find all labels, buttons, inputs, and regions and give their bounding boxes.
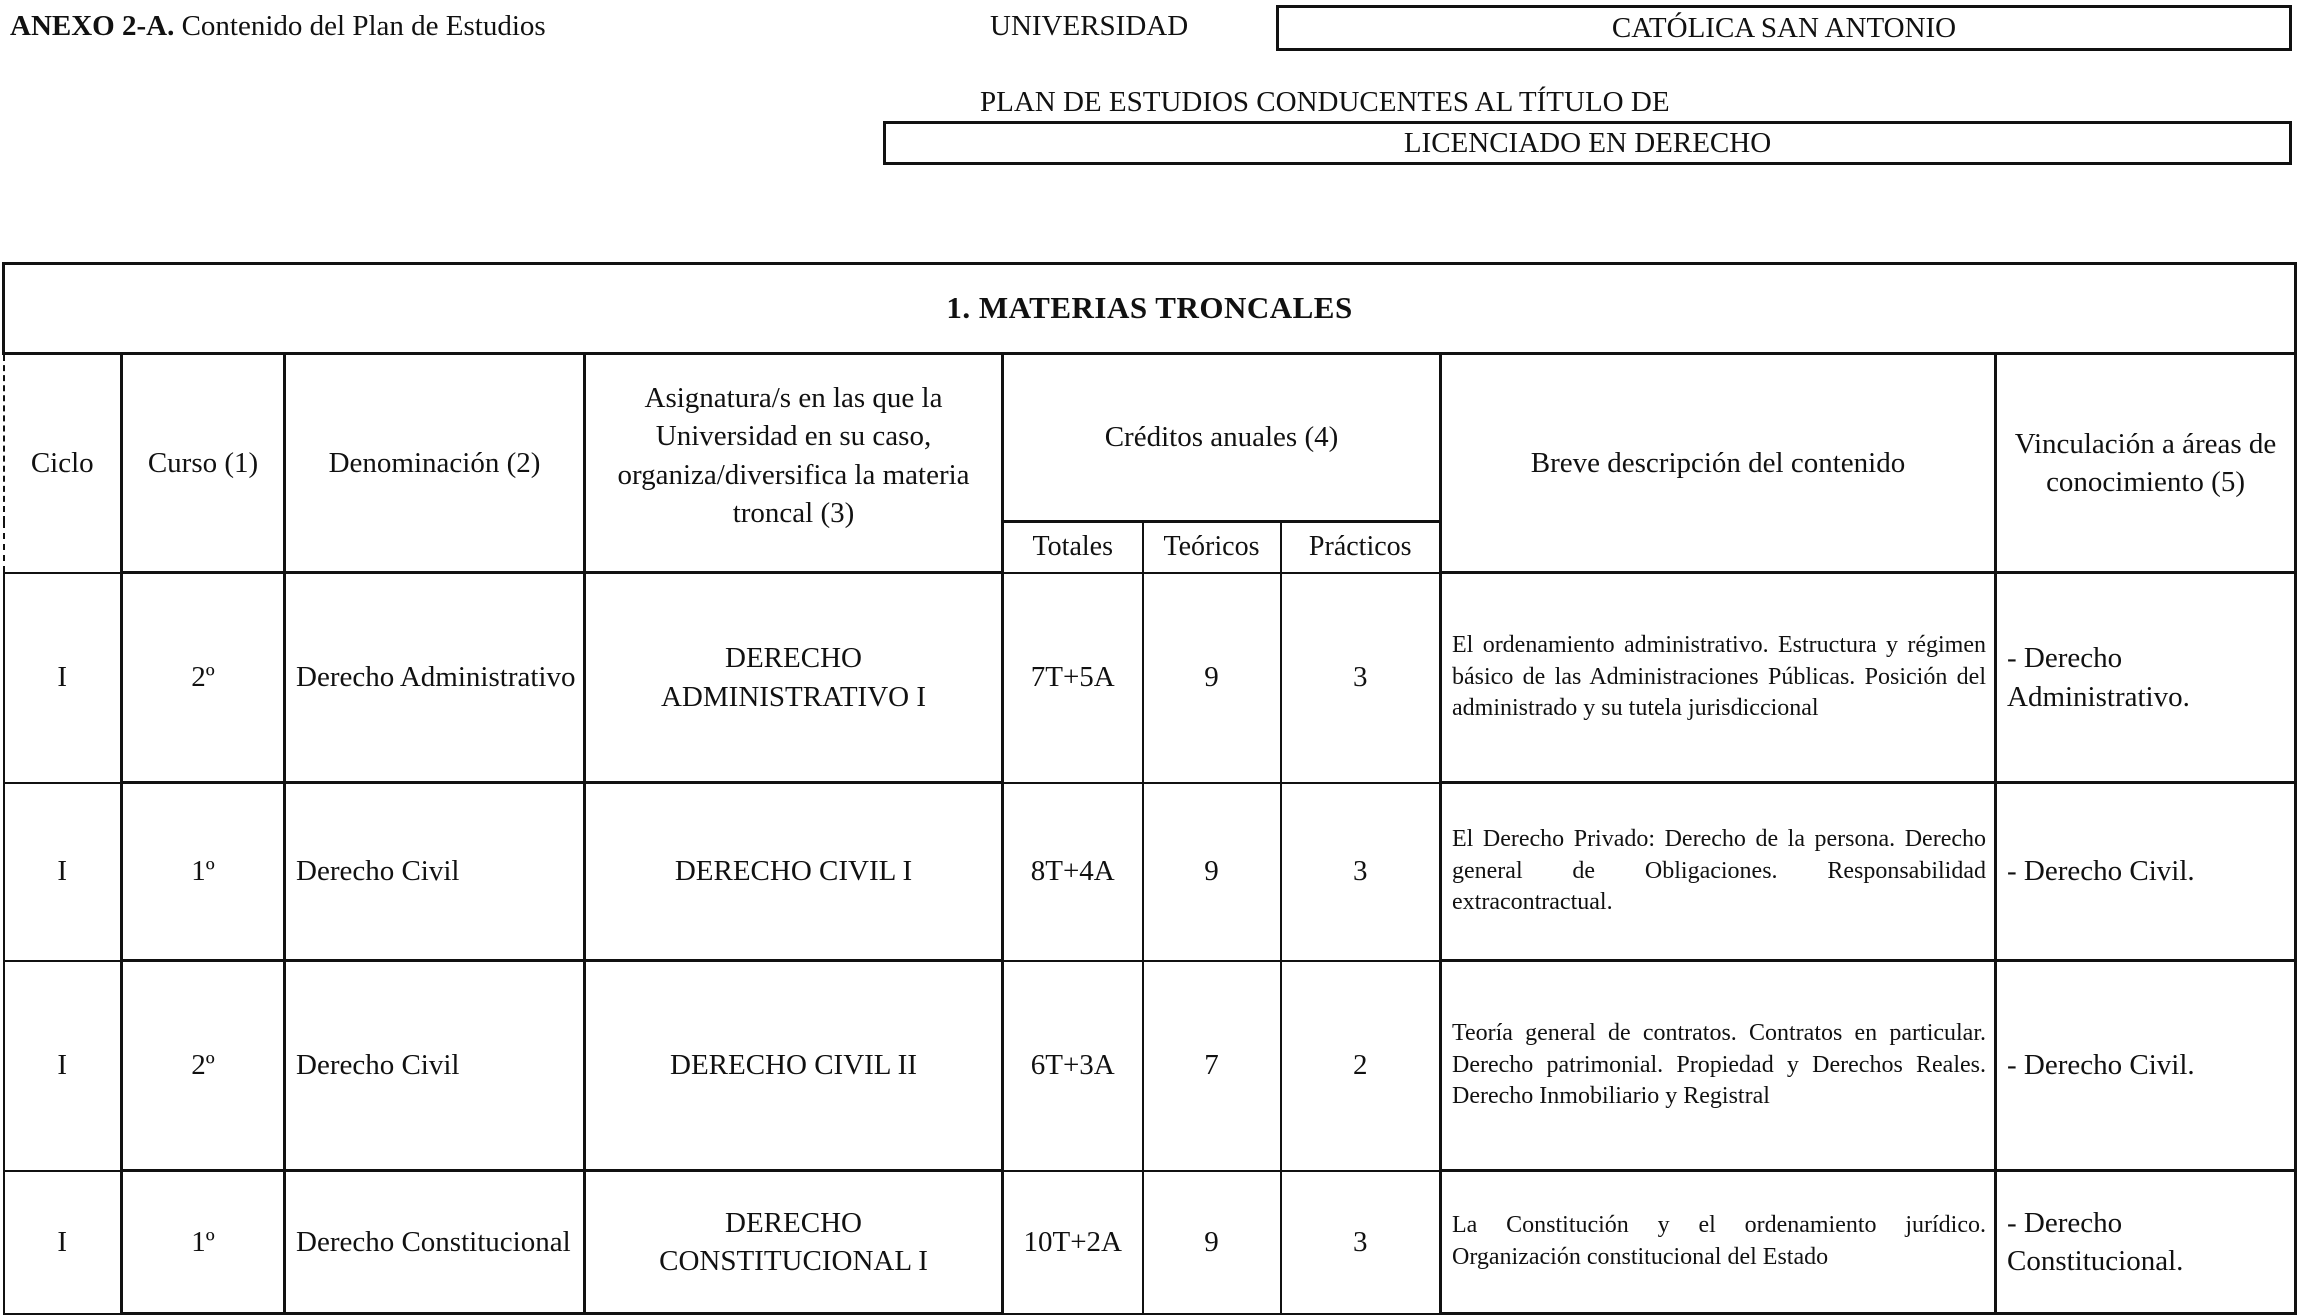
university-name: CATÓLICA SAN ANTONIO [1611, 11, 1957, 44]
degree-title: LICENCIADO EN DERECHO [1403, 126, 1772, 159]
row-denominacion: Derecho Constitucional [285, 1171, 585, 1314]
row-vinculacion: - Derecho Constitucional. [1996, 1171, 2296, 1314]
row-asignatura: DERECHO ADMINISTRATIVO I [585, 573, 1003, 783]
row-denominacion: Derecho Administrativo [285, 573, 585, 783]
col-header-denominacion: Denominación (2) [285, 354, 585, 573]
row-curso: 2º [122, 573, 285, 783]
col-header-totales: Totales [1003, 522, 1143, 573]
row-practicos: 3 [1281, 783, 1441, 961]
row-practicos: 3 [1281, 1171, 1441, 1314]
university-name-box [1276, 5, 2292, 51]
col-header-practicos: Prácticos [1281, 522, 1441, 573]
row-descripcion: La Constitución y el ordenamiento jurídico. Organización constitucional del Estado [1441, 1171, 1996, 1314]
row-practicos: 2 [1281, 961, 1441, 1171]
col-header-ciclo: Ciclo [4, 354, 122, 573]
row-vinculacion: - Derecho Civil. [1996, 961, 2296, 1171]
row-teoricos: 9 [1143, 1171, 1281, 1314]
row-teoricos: 9 [1143, 783, 1281, 961]
row-totales: 8T+4A [1003, 783, 1143, 961]
table-row [4, 961, 2296, 1171]
row-ciclo: I [4, 1171, 122, 1314]
row-ciclo: I [4, 961, 122, 1171]
section-title-row [4, 264, 2296, 354]
col-header-vinculacion: Vinculación a áreas de conocimiento (5) [1996, 354, 2296, 573]
row-denominacion: Derecho Civil [285, 961, 585, 1171]
row-denominacion: Derecho Civil [285, 783, 585, 961]
plan-label: PLAN DE ESTUDIOS CONDUCENTES AL TÍTULO DE [980, 86, 1670, 118]
materias-troncales-table [2, 262, 2297, 1315]
section-title: 1. MATERIAS TRONCALES [4, 264, 2296, 354]
col-header-creditos: Créditos anuales (4) [1003, 354, 1441, 522]
table-row [4, 573, 2296, 783]
annex-text: Contenido del Plan de Estudios [181, 10, 546, 42]
row-totales: 7T+5A [1003, 573, 1143, 783]
col-header-descripcion: Breve descripción del contenido [1441, 354, 1996, 573]
row-curso: 2º [122, 961, 285, 1171]
row-curso: 1º [122, 783, 285, 961]
row-totales: 10T+2A [1003, 1171, 1143, 1314]
row-practicos: 3 [1281, 573, 1441, 783]
row-asignatura: DERECHO CIVIL II [585, 961, 1003, 1171]
row-descripcion: Teoría general de contratos. Contratos en particular. Derecho patrimonial. Propiedad y Derechos Reales. Derecho Inmobiliario y Registral [1441, 961, 1996, 1171]
row-totales: 6T+3A [1003, 961, 1143, 1171]
column-header-row [4, 354, 2296, 522]
row-ciclo: I [4, 573, 122, 783]
degree-title-box [883, 121, 2292, 165]
table-row [4, 1171, 2296, 1314]
col-header-asignaturas: Asignatura/s en las que la Universidad en su caso, organiza/diversifica la materia troncal (3) [585, 354, 1003, 573]
university-label: UNIVERSIDAD [990, 10, 1189, 42]
row-curso: 1º [122, 1171, 285, 1314]
row-descripcion: El ordenamiento administrativo. Estructura y régimen básico de las Administraciones Públicas. Posición del administrado y su tutela jurisdiccional [1441, 573, 1996, 783]
col-header-curso: Curso (1) [122, 354, 285, 573]
row-asignatura: DERECHO CIVIL I [585, 783, 1003, 961]
table-row [4, 783, 2296, 961]
row-descripcion: El Derecho Privado: Derecho de la persona. Derecho general de Obligaciones. Responsabilidad extracontractual. [1441, 783, 1996, 961]
row-vinculacion: - Derecho Civil. [1996, 783, 2296, 961]
row-ciclo: I [4, 783, 122, 961]
row-asignatura: DERECHO CONSTITUCIONAL I [585, 1171, 1003, 1314]
annex-heading [10, 10, 546, 43]
annex-label: ANEXO 2-A. [10, 10, 175, 42]
row-teoricos: 7 [1143, 961, 1281, 1171]
row-teoricos: 9 [1143, 573, 1281, 783]
row-vinculacion: - Derecho Administrativo. [1996, 573, 2296, 783]
col-header-teoricos: Teóricos [1143, 522, 1281, 573]
